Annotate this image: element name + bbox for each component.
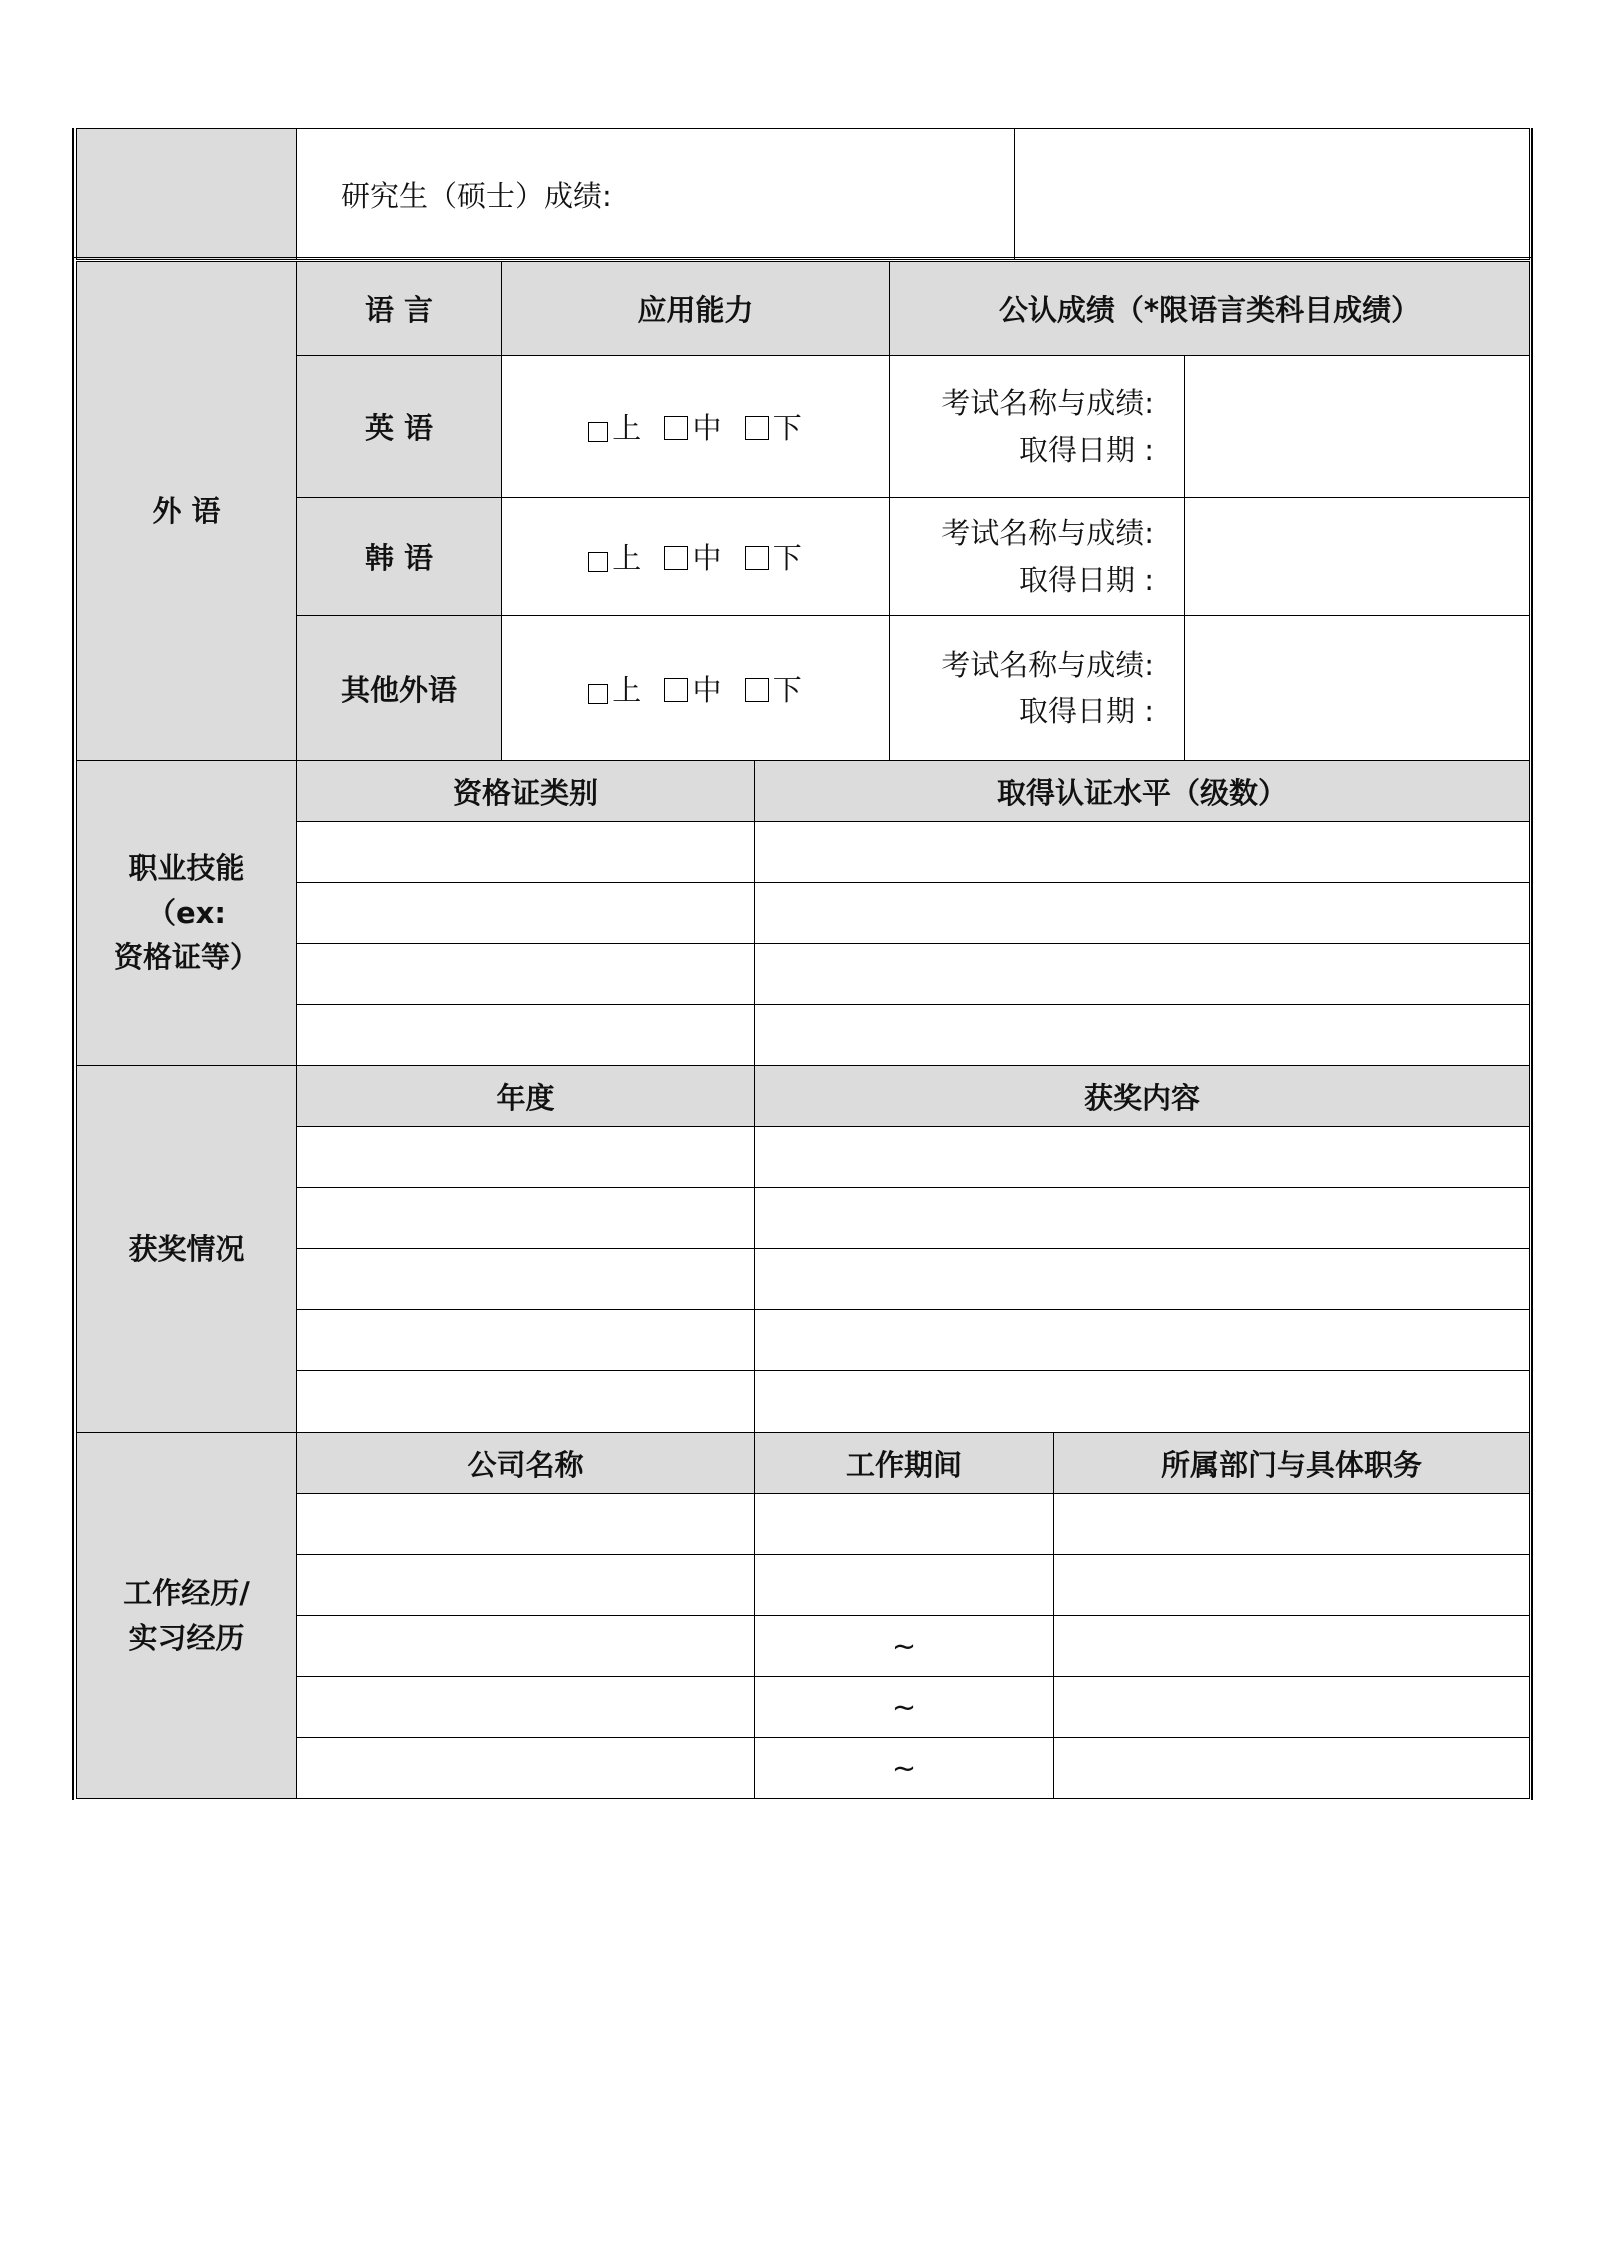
certificate-type-cell[interactable] — [297, 944, 755, 1005]
award-year-cell[interactable] — [297, 1127, 755, 1188]
work-label-line: 工作经历/ — [123, 1575, 250, 1610]
option-label: 中 — [692, 411, 723, 445]
option-label: 中 — [692, 672, 723, 707]
company-name-cell[interactable] — [297, 1494, 755, 1555]
right-border-line — [1531, 128, 1533, 1800]
skills-label-line: 资格证等） — [113, 940, 259, 975]
certificate-level-cell[interactable] — [755, 1005, 1530, 1066]
exam-date-label: 取得日期 : — [1019, 562, 1154, 597]
checkbox[interactable] — [588, 684, 608, 704]
exam-value-cell[interactable] — [1185, 356, 1530, 498]
option-label: 上 — [612, 541, 643, 575]
certificate-type-header: 资格证类别 — [297, 761, 755, 822]
work-period-cell[interactable] — [755, 1494, 1054, 1555]
foreign-language-section-label: 外 语 — [77, 262, 297, 761]
graduate-section-label — [77, 129, 297, 260]
graduate-score-table — [76, 128, 1530, 260]
department-position-cell[interactable] — [1054, 1677, 1530, 1738]
department-position-cell[interactable] — [1054, 1616, 1530, 1677]
checkbox[interactable] — [745, 678, 769, 702]
option-label: 下 — [772, 541, 803, 575]
work-period-cell[interactable]: ~ — [755, 1616, 1054, 1677]
certificate-level-cell[interactable] — [755, 944, 1530, 1005]
language-column-header: 语 言 — [297, 262, 502, 356]
option-label: 下 — [772, 672, 803, 707]
checkbox[interactable] — [664, 678, 688, 702]
exam-value-cell[interactable] — [1185, 498, 1530, 616]
company-name-cell[interactable] — [297, 1677, 755, 1738]
department-position-cell[interactable] — [1054, 1494, 1530, 1555]
checkbox[interactable] — [588, 552, 608, 572]
checkbox[interactable] — [745, 416, 769, 440]
checkbox[interactable] — [664, 546, 688, 570]
award-content-cell[interactable] — [755, 1310, 1530, 1371]
work-period-cell[interactable] — [755, 1555, 1054, 1616]
certificate-level-header: 取得认证水平（级数） — [755, 761, 1530, 822]
certificate-type-cell[interactable] — [297, 883, 755, 944]
score-column-header: 公认成绩（*限语言类科目成绩） — [890, 262, 1530, 356]
work-period-cell[interactable]: ~ — [755, 1677, 1054, 1738]
option-label: 下 — [772, 411, 803, 445]
work-label-line: 实习经历 — [128, 1620, 245, 1655]
skills-table — [76, 760, 1530, 1066]
award-content-cell[interactable] — [755, 1127, 1530, 1188]
exam-value-cell[interactable] — [1185, 616, 1530, 761]
work-experience-table — [76, 1432, 1530, 1799]
skills-label-line: （ex: — [147, 895, 226, 930]
exam-labels — [890, 356, 1185, 498]
awards-table — [76, 1065, 1530, 1433]
double-rule — [74, 257, 1531, 258]
ability-column-header: 应用能力 — [502, 262, 890, 356]
ability-options — [502, 616, 890, 761]
exam-name-label: 考试名称与成绩: — [941, 516, 1154, 551]
exam-labels — [890, 616, 1185, 761]
work-period-cell[interactable]: ~ — [755, 1738, 1054, 1799]
exam-name-label: 考试名称与成绩: — [941, 386, 1154, 421]
award-content-cell[interactable] — [755, 1249, 1530, 1310]
ability-options — [502, 498, 890, 616]
award-year-cell[interactable] — [297, 1249, 755, 1310]
work-period-header: 工作期间 — [755, 1433, 1054, 1494]
company-name-header: 公司名称 — [297, 1433, 755, 1494]
ability-options — [502, 356, 890, 498]
foreign-language-table — [76, 261, 1530, 761]
certificate-type-cell[interactable] — [297, 1005, 755, 1066]
checkbox[interactable] — [745, 546, 769, 570]
checkbox[interactable] — [664, 416, 688, 440]
graduate-score-label: 研究生（硕士）成绩: — [297, 129, 1015, 260]
certificate-level-cell[interactable] — [755, 883, 1530, 944]
award-year-cell[interactable] — [297, 1188, 755, 1249]
certificate-level-cell[interactable] — [755, 822, 1530, 883]
company-name-cell[interactable] — [297, 1616, 755, 1677]
department-position-cell[interactable] — [1054, 1555, 1530, 1616]
skills-section-label — [77, 761, 297, 1066]
language-name: 韩 语 — [297, 498, 502, 616]
certificate-type-cell[interactable] — [297, 822, 755, 883]
department-position-cell[interactable] — [1054, 1738, 1530, 1799]
awards-section-label: 获奖情况 — [77, 1066, 297, 1433]
option-label: 上 — [612, 411, 643, 445]
award-content-cell[interactable] — [755, 1371, 1530, 1433]
award-content-header: 获奖内容 — [755, 1066, 1530, 1127]
work-section-label — [77, 1433, 297, 1799]
exam-date-label: 取得日期 : — [1019, 432, 1154, 467]
award-year-cell[interactable] — [297, 1310, 755, 1371]
option-label: 上 — [612, 672, 643, 707]
graduate-score-value[interactable] — [1015, 129, 1530, 260]
exam-labels — [890, 498, 1185, 616]
language-name: 其他外语 — [297, 616, 502, 761]
option-label: 中 — [692, 541, 723, 575]
company-name-cell[interactable] — [297, 1555, 755, 1616]
exam-name-label: 考试名称与成绩: — [941, 647, 1154, 682]
language-name: 英 语 — [297, 356, 502, 498]
checkbox[interactable] — [588, 422, 608, 442]
left-border-line — [72, 128, 74, 1800]
department-position-header: 所属部门与具体职务 — [1054, 1433, 1530, 1494]
skills-label-line: 职业技能 — [128, 850, 245, 885]
award-year-cell[interactable] — [297, 1371, 755, 1433]
company-name-cell[interactable] — [297, 1738, 755, 1799]
exam-date-label: 取得日期 : — [1019, 694, 1154, 728]
award-year-header: 年度 — [297, 1066, 755, 1127]
award-content-cell[interactable] — [755, 1188, 1530, 1249]
